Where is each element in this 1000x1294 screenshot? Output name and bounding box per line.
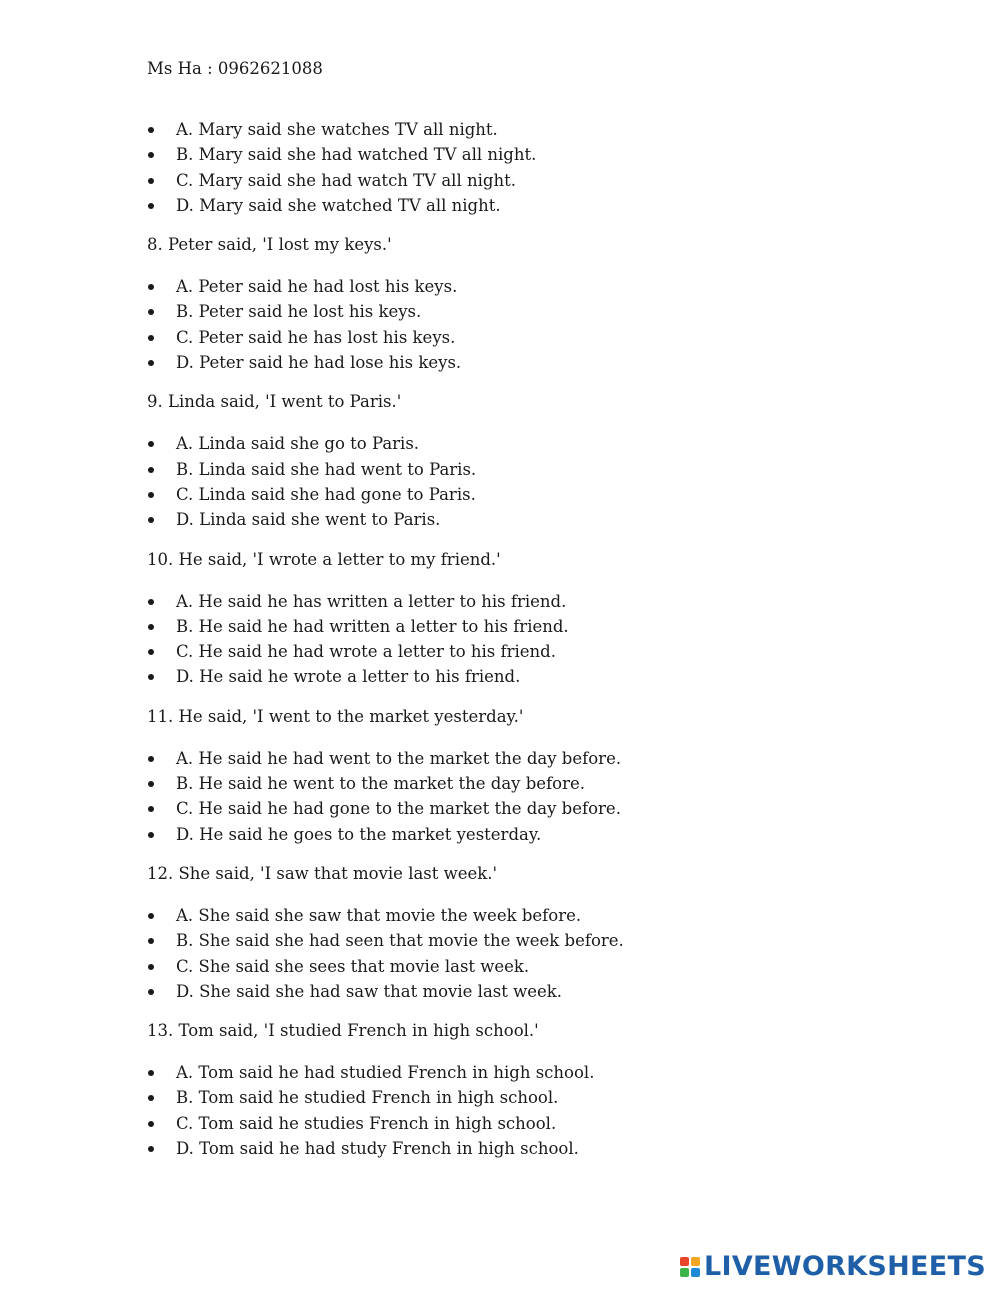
option-text: A. He said he has written a letter to his friend. — [176, 591, 567, 611]
option-item[interactable] — [147, 507, 847, 532]
option-list — [147, 589, 847, 690]
bullet-icon — [148, 203, 154, 209]
option-text: A. Mary said she watches TV all night. — [176, 120, 498, 139]
option-text: D. He said he wrote a letter to his friend. — [176, 667, 521, 687]
option-text: C. He said he had wrote a letter to his friend. — [176, 642, 556, 662]
option-item[interactable] — [147, 903, 847, 928]
option-item[interactable] — [147, 954, 847, 979]
option-item[interactable] — [147, 614, 847, 639]
option-text: A. Peter said he had lost his keys. — [176, 277, 458, 297]
option-item[interactable] — [147, 664, 847, 689]
bullet-icon — [148, 1121, 154, 1127]
option-text: D. Tom said he had study French in high school. — [176, 1139, 579, 1159]
option-text: D. She said she had saw that movie last week. — [176, 981, 563, 1001]
option-item[interactable] — [147, 979, 847, 1004]
option-text: D. Mary said she watched TV all night. — [176, 195, 501, 215]
option-text: A. Tom said he had studied French in high school. — [176, 1063, 595, 1083]
option-item[interactable] — [147, 168, 847, 193]
question-prompt: 10. He said, 'I wrote a letter to my friend.' — [147, 549, 501, 569]
bullet-icon — [148, 649, 154, 655]
worksheet-page — [147, 58, 847, 1177]
question-prompt: 11. He said, 'I went to the market yesterday.' — [147, 706, 524, 726]
option-text: D. Peter said he had lose his keys. — [176, 353, 462, 373]
logo-square — [691, 1268, 700, 1277]
bullet-icon — [148, 938, 154, 944]
option-list — [147, 746, 847, 847]
option-list — [147, 1060, 847, 1161]
question-prompt: 9. Linda said, 'I went to Paris.' — [147, 392, 402, 412]
option-text: D. He said he goes to the market yesterday. — [176, 824, 542, 844]
bullet-icon — [148, 360, 154, 366]
option-item[interactable] — [147, 117, 847, 142]
bullet-icon — [148, 624, 154, 630]
bullet-icon — [148, 1095, 154, 1101]
option-text: C. Peter said he has lost his keys. — [176, 327, 456, 347]
option-text: C. She said she sees that movie last week. — [176, 956, 530, 976]
option-list — [147, 903, 847, 1004]
option-item[interactable] — [147, 746, 847, 771]
option-item[interactable] — [147, 350, 847, 375]
bullet-icon — [148, 309, 154, 315]
bullet-icon — [148, 152, 154, 158]
option-text: B. Peter said he lost his keys. — [176, 302, 422, 322]
option-item[interactable] — [147, 274, 847, 299]
bullet-icon — [148, 492, 154, 498]
option-item[interactable] — [147, 325, 847, 350]
option-text: C. Linda said she had gone to Paris. — [176, 484, 476, 504]
option-item[interactable] — [147, 482, 847, 507]
bullet-icon — [148, 284, 154, 290]
bullet-icon — [148, 989, 154, 995]
option-text: A. Linda said she go to Paris. — [176, 434, 420, 454]
option-text: B. She said she had seen that movie the week before. — [176, 931, 624, 951]
option-item[interactable] — [147, 639, 847, 664]
option-item[interactable] — [147, 796, 847, 821]
option-item[interactable] — [147, 1111, 847, 1136]
option-item[interactable] — [147, 822, 847, 847]
option-item[interactable] — [147, 1085, 847, 1110]
liveworksheets-logo[interactable] — [680, 1251, 986, 1282]
option-item[interactable] — [147, 928, 847, 953]
option-item[interactable] — [147, 589, 847, 614]
option-text: C. Mary said she had watch TV all night. — [176, 170, 516, 190]
option-text: D. Linda said she went to Paris. — [176, 510, 441, 530]
option-text: A. She said she saw that movie the week before. — [176, 905, 582, 925]
bullet-icon — [148, 913, 154, 919]
option-item[interactable] — [147, 771, 847, 796]
option-item[interactable] — [147, 1136, 847, 1161]
question-prompt: 8. Peter said, 'I lost my keys.' — [147, 235, 392, 255]
bullet-icon — [148, 756, 154, 762]
bullet-icon — [148, 1146, 154, 1152]
logo-mark-icon — [680, 1257, 700, 1277]
option-text: A. He said he had went to the market the day before. — [176, 748, 622, 768]
option-item[interactable] — [147, 299, 847, 324]
option-list — [147, 431, 847, 532]
bullet-icon — [148, 1070, 154, 1076]
contact-header: Ms Ha : 0962621088 — [147, 59, 323, 78]
bullet-icon — [148, 178, 154, 184]
option-item[interactable] — [147, 457, 847, 482]
option-text: B. He said he had written a letter to his friend. — [176, 616, 569, 636]
question-prompt: 13. Tom said, 'I studied French in high school.' — [147, 1021, 539, 1041]
bullet-icon — [148, 832, 154, 838]
option-text: C. He said he had gone to the market the day before. — [176, 799, 621, 819]
bullet-icon — [148, 127, 154, 133]
option-item[interactable] — [147, 1060, 847, 1085]
option-text: B. Linda said she had went to Paris. — [176, 459, 477, 479]
option-text: B. Tom said he studied French in high school. — [176, 1088, 559, 1108]
bullet-icon — [148, 806, 154, 812]
bullet-icon — [148, 964, 154, 970]
bullet-icon — [148, 335, 154, 341]
logo-square — [680, 1257, 689, 1266]
logo-text: LIVEWORKSHEETS — [703, 1251, 986, 1282]
option-text: C. Tom said he studies French in high school. — [176, 1113, 557, 1133]
logo-square — [691, 1257, 700, 1266]
option-item[interactable] — [147, 142, 847, 167]
logo-square — [680, 1268, 689, 1277]
bullet-icon — [148, 674, 154, 680]
option-item[interactable] — [147, 431, 847, 456]
bullet-icon — [148, 781, 154, 787]
option-text: B. He said he went to the market the day before. — [176, 774, 586, 794]
bullet-icon — [148, 441, 154, 447]
option-list — [147, 117, 847, 218]
option-text: B. Mary said she had watched TV all night. — [176, 145, 537, 165]
option-item[interactable] — [147, 193, 847, 218]
question-prompt: 12. She said, 'I saw that movie last week.' — [147, 863, 498, 883]
option-list — [147, 274, 847, 375]
bullet-icon — [148, 599, 154, 605]
bullet-icon — [148, 467, 154, 473]
bullet-icon — [148, 517, 154, 523]
